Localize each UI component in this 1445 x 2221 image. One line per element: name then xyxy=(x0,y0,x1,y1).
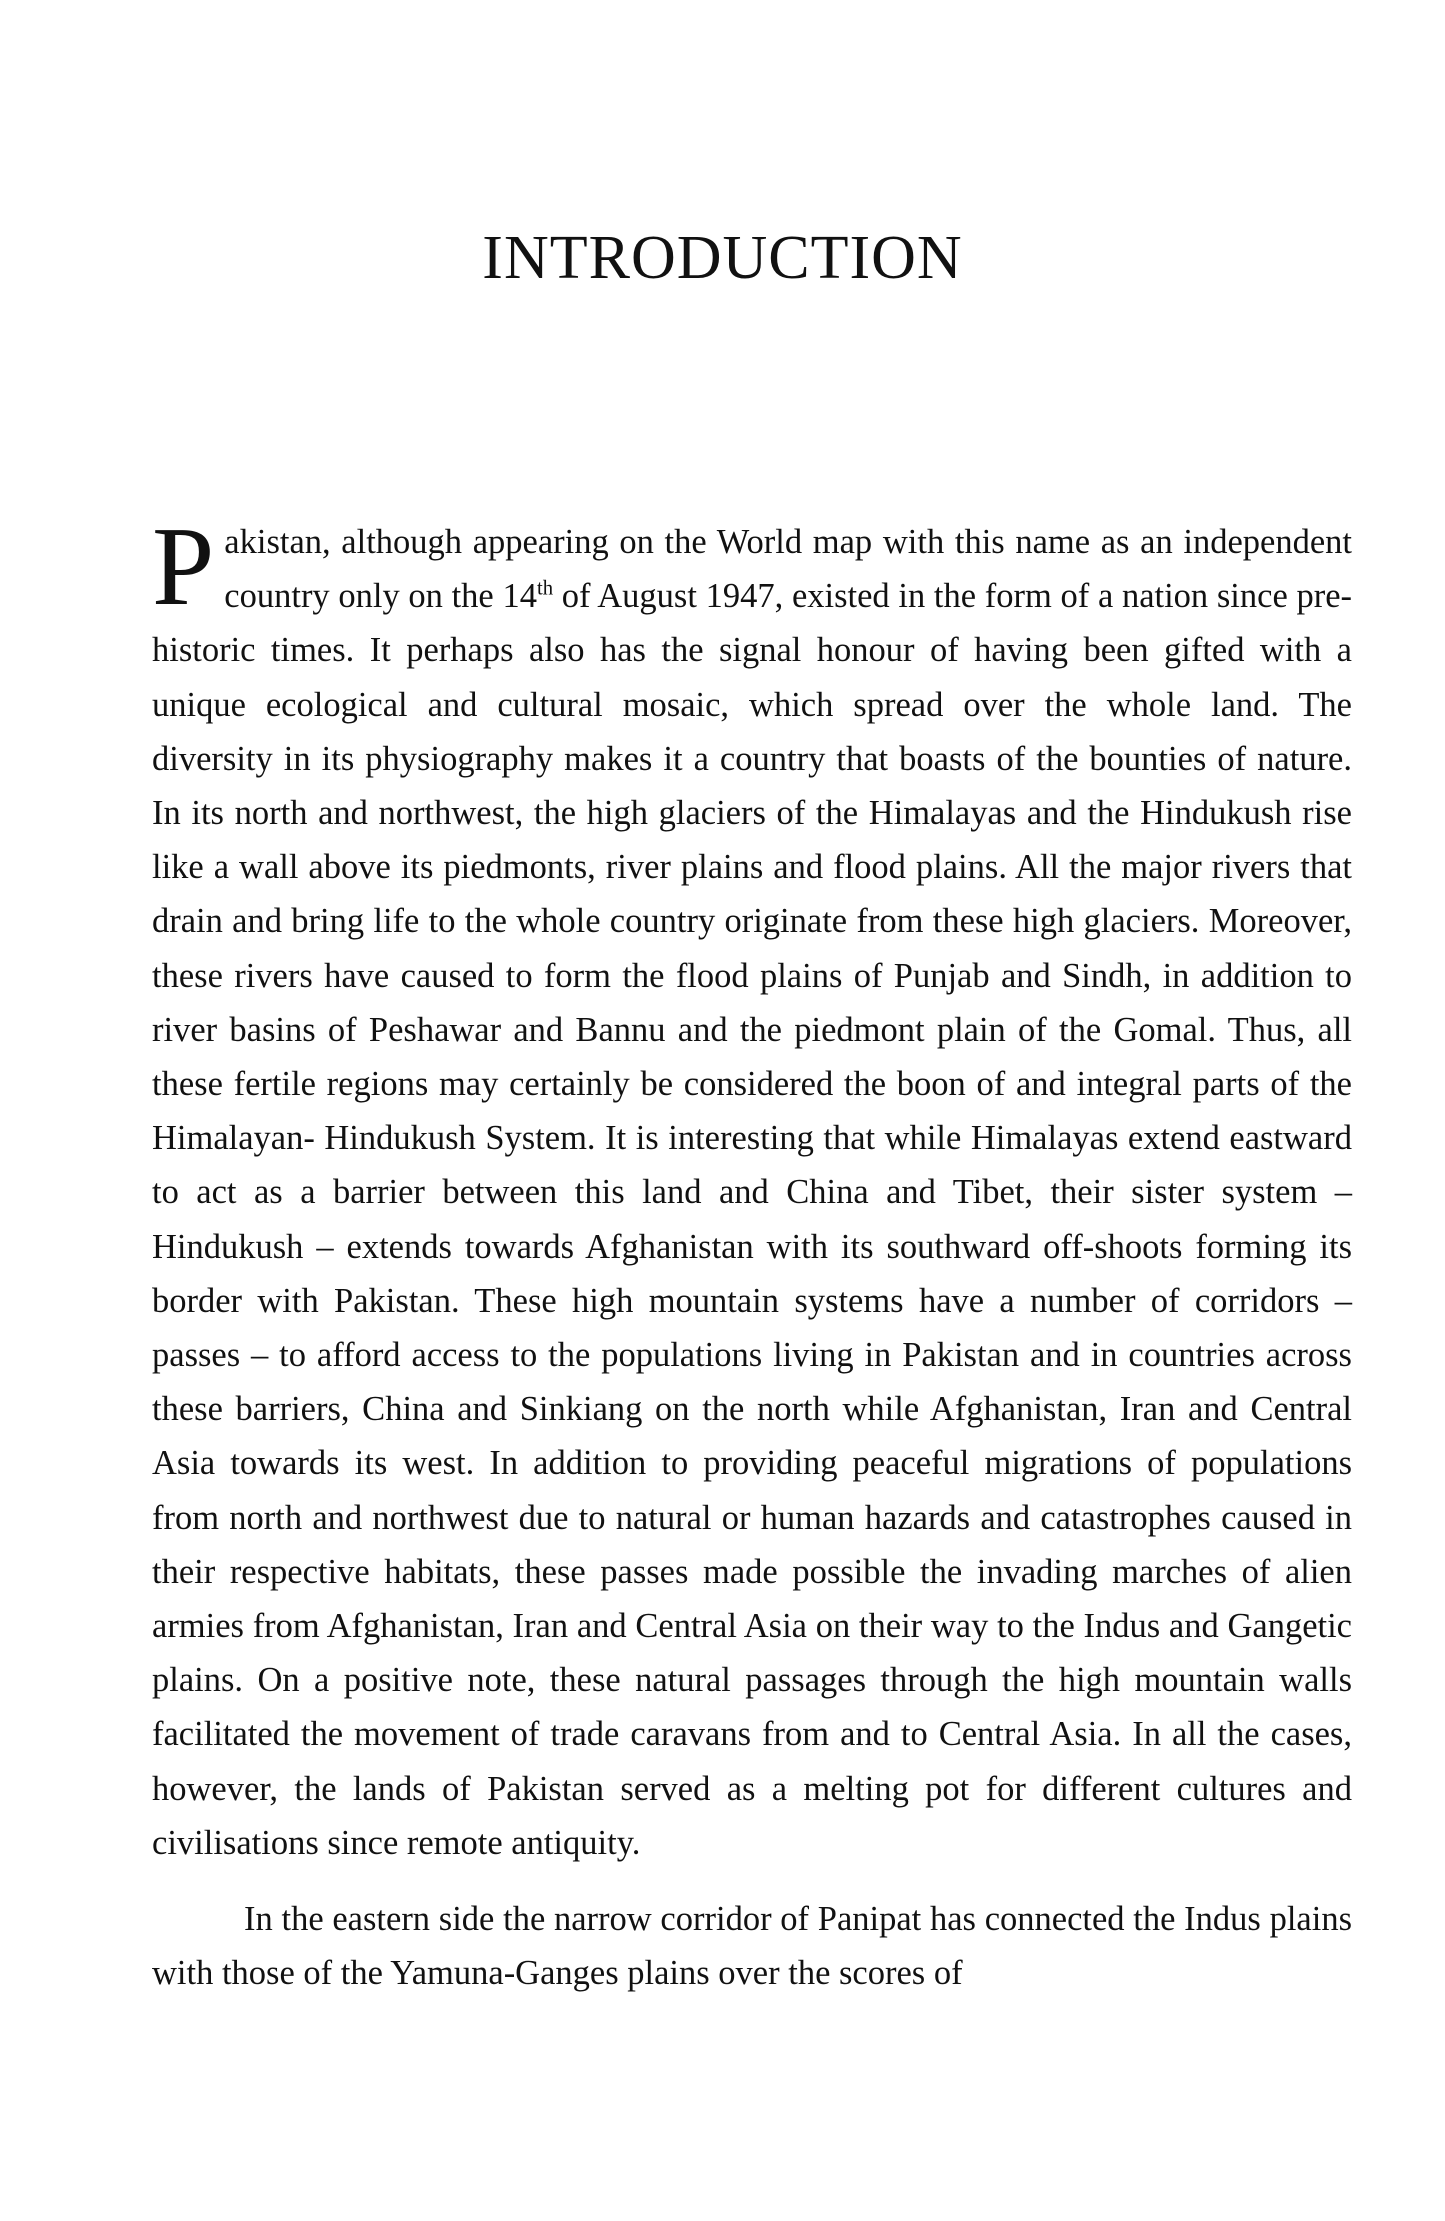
paragraph-1-text-b: of August 1947, existed in the form of a nation since pre-historic times. It perhaps also has the signal honour of having been gifted with a unique ecological and cultural mosaic, which spread over the whole land. The diversity in its physiography makes it a country that boasts of the bounties of nature. In its north and northwest, the high glaciers of the Himalayas and the Hindukush rise like a wall above its piedmonts, river plains and flood plains. All the major rivers that drain and bring life to the whole country originate from these high glaciers. Moreover, these rivers have caused to form the flood plains of Punjab and Sindh, in addition to river basins of Peshawar and Bannu and the piedmont plain of the Gomal. Thus, all these fertile regions may certainly be considered the boon of and integral parts of the Himalayan- Hindukush System. It is interesting that while Himalayas extend eastward to act as a barrier between this land and China and Tibet, their sister system – Hindukush – extends towards Afghanistan with its southward off-shoots forming its border with Pakistan. These high mountain systems have a number of corridors – passes – to afford access to the populations living in Pakistan and in countries across these barriers, China and Sinkiang on the north while Afghanistan, Iran and Central Asia towards its west. In addition to providing peaceful migrations of populations from north and northwest due to natural or human hazards and catastrophes caused in their respective habitats, these passes made possible the invading marches of alien armies from Afghanistan, Iran and Central Asia on their way to the Indus and Gangetic plains. On a positive note, these natural passages through the high mountain walls facilitated the movement of trade caravans from and to Central Asia. In all the cases, however, the lands of Pakistan served as a melting pot for different cultures and civilisations since remote antiquity. xyxy=(152,577,1352,1862)
paragraph-1 xyxy=(152,505,1352,1870)
paragraph-2: In the eastern side the narrow corridor of Panipat has connected the Indus plains with those of the Yamuna-Ganges plains over the scores of xyxy=(152,1900,1352,1993)
chapter-title: INTRODUCTION xyxy=(482,224,963,292)
body-text xyxy=(152,505,1352,2000)
ordinal-suffix: th xyxy=(536,577,554,600)
drop-cap: P xyxy=(152,505,215,629)
paragraph-1-text-a: akistan, although appearing on the World map with this name as an independent country only on the 14 xyxy=(224,523,1352,616)
